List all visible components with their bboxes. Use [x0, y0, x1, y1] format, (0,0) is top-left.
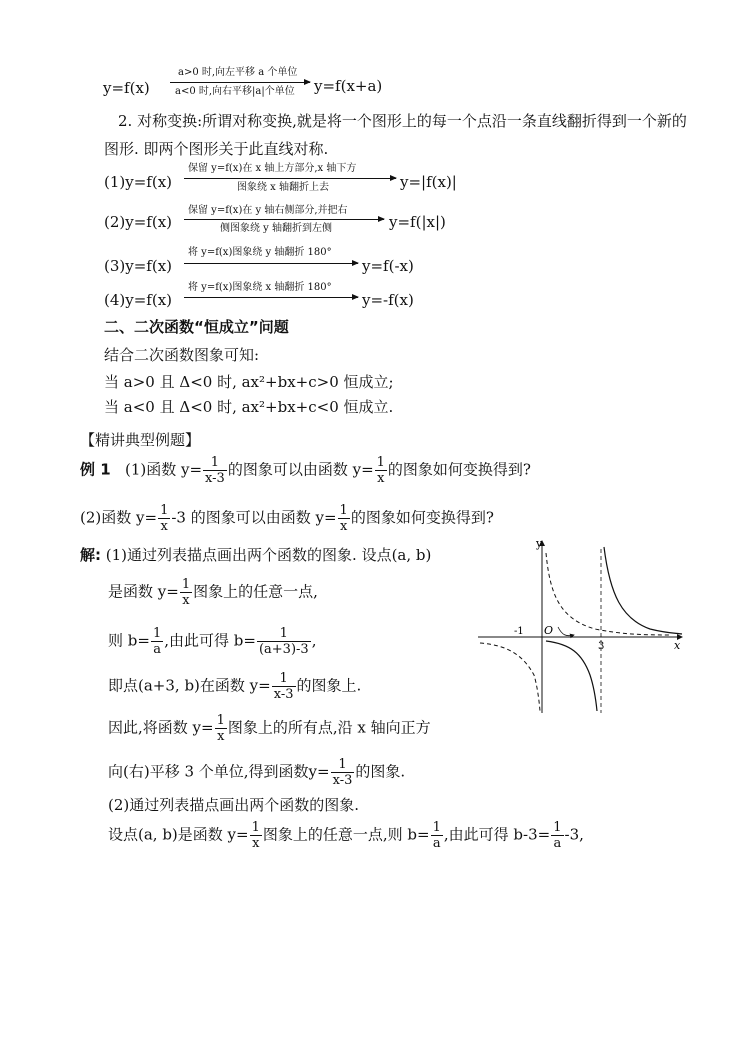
symmetry-item-4-rhs: y=-f(x): [362, 291, 414, 309]
solution-line7: (2)通过列表描点画出两个函数的图象.: [108, 796, 360, 814]
solution-line1: 解: (1)通过列表描点画出两个函数的图象. 设点(a, b): [80, 546, 432, 564]
fraction: $\frac{1}{x}$: [216, 713, 225, 744]
fraction: $\frac{1}{x}$: [376, 455, 385, 486]
x-axis-label: x: [674, 639, 681, 652]
shift-condition-top: a>0 时,向左平移 a 个单位: [178, 67, 298, 78]
origin-label: O: [544, 624, 554, 637]
shift-lhs: y=f(x): [103, 79, 150, 97]
examples-heading: 【精讲典型例题】: [80, 431, 201, 449]
fraction: $\frac{1}{x}$: [160, 503, 169, 534]
tick-neg1: -1: [514, 626, 524, 637]
shift-rhs: y=f(x+a): [314, 77, 383, 95]
symmetry-item-4-arrow: [184, 297, 358, 298]
symmetry-item-1-rhs: y=|f(x)|: [400, 173, 457, 191]
solution-line5: 因此,将函数 y= $\frac{1}{x}$ 图象上的所有点,沿 x 轴向正方: [108, 713, 431, 744]
shift-arrow-icon: [558, 627, 574, 636]
example1-q2-pre: (2)函数 y=: [80, 508, 158, 527]
curve-1-over-x-q1: [546, 553, 670, 635]
symmetry-item-2-bottom: 侧图象绕 y 轴翻折到左侧: [220, 223, 333, 234]
fraction: $\frac{1}{x}$: [181, 577, 191, 608]
example1-q1-mid: 的图象可以由函数 y=: [227, 460, 374, 479]
tick-3: 3: [598, 641, 605, 652]
symmetry-item-1-arrow: [184, 178, 396, 179]
fraction: $\frac{1}{x}$: [251, 820, 260, 851]
fraction: $\frac{1}{x-3}$: [332, 757, 353, 788]
section2-line3: 当 a<0 且 Δ<0 时, ax²+bx+c<0 恒成立.: [104, 398, 394, 416]
symmetry-item-1-top: 保留 y=f(x)在 x 轴上方部分,x 轴下方: [188, 163, 357, 174]
section2-heading: 二、二次函数“恒成立”问题: [104, 318, 289, 336]
fraction: $\frac{1}{a}$: [152, 626, 162, 657]
fraction: $\frac{1}{a}$: [553, 820, 562, 851]
fraction: $\frac{1}{x-3}$: [273, 671, 294, 702]
fraction: $\frac{1}{a}$: [432, 820, 441, 851]
symmetry-item-2-top: 保留 y=f(x)在 y 轴右侧部分,并把右: [188, 205, 348, 216]
example1-q1: [80, 455, 531, 486]
symmetry-item-4-top: 将 y=f(x)图象绕 x 轴翻折 180°: [188, 282, 332, 293]
symmetry-item-1-lhs: (1)y=f(x): [104, 173, 173, 191]
section2-line1: 结合二次函数图象可知:: [104, 346, 260, 364]
section2-line2: 当 a>0 且 Δ<0 时, ax²+bx+c>0 恒成立;: [104, 373, 394, 391]
symmetry-intro-line2: 图形. 即两个图形关于此直线对称.: [104, 140, 329, 158]
hyperbola-graph: [470, 535, 692, 715]
shift-condition-bottom: a<0 时,向右平移|a|个单位: [175, 86, 295, 97]
solution-line8: 设点(a, b)是函数 y= $\frac{1}{x}$ 图象上的任意一点,则 b= $\frac{1}{a}$ ,由此可得 b-3= $\frac{1}{a}$ -3,: [108, 820, 584, 851]
symmetry-item-1-bottom: 图象绕 x 轴翻折上去: [237, 182, 329, 193]
fraction: $\frac{1}{x-3}$: [205, 455, 225, 486]
example1-q1-post: 的图象如何变换得到?: [387, 460, 531, 479]
symmetry-item-4-lhs: (4)y=f(x): [104, 291, 173, 309]
symmetry-item-2-arrow: [184, 219, 384, 220]
example1-q2-mid: -3 的图象可以由函数 y=: [171, 508, 337, 527]
fraction: $\frac{1}{x}$: [339, 503, 348, 534]
solution-line6: 向(右)平移 3 个单位,得到函数y= $\frac{1}{x-3}$ 的图象.: [108, 757, 406, 788]
example1-q2-post: 的图象如何变换得到?: [350, 508, 494, 527]
curve-shifted-left: [546, 641, 597, 711]
shift-arrow: [170, 82, 310, 83]
solution-line2: 是函数 y= $\frac{1}{x}$ 图象上的任意一点,: [108, 577, 318, 608]
example1-q2: [80, 503, 494, 534]
symmetry-item-3-top: 将 y=f(x)图象绕 y 轴翻折 180°: [188, 247, 332, 258]
solution-line3: 则 b= $\frac{1}{a}$ ,由此可得 b= $\frac{1}{(a+3)-3}$ ,: [108, 626, 317, 657]
symmetry-item-3-arrow: [184, 263, 358, 264]
y-axis-label: y: [536, 537, 543, 550]
symmetry-intro-line1: 2. 对称变换:所谓对称变换,就是将一个图形上的每一个点沿一条直线翻折得到一个新的: [118, 112, 687, 130]
solution-line4: 即点(a+3, b)在函数 y= $\frac{1}{x-3}$ 的图象上.: [108, 671, 362, 702]
symmetry-item-3-lhs: (3)y=f(x): [104, 257, 173, 275]
example1-q1-pre: (1)函数 y=: [124, 460, 203, 479]
curve-shifted-right: [604, 547, 682, 634]
solution-label: 解:: [80, 546, 101, 564]
symmetry-item-2-lhs: (2)y=f(x): [104, 213, 173, 231]
symmetry-item-3-rhs: y=f(-x): [362, 257, 414, 275]
curve-1-over-x-q3: [480, 643, 540, 711]
symmetry-item-2-rhs: y=f(|x|): [389, 213, 446, 231]
example1-label: 例 1: [80, 460, 111, 479]
fraction: $\frac{1}{(a+3)-3}$: [258, 626, 309, 657]
